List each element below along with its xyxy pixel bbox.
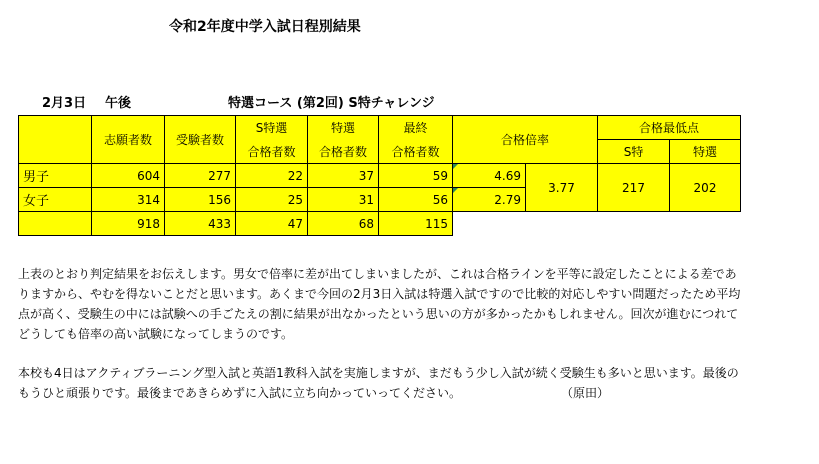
exam-date: 2月3日 bbox=[42, 96, 87, 111]
header-tokusen-bottom: 合格者数 bbox=[308, 140, 379, 164]
ratio-cell: 2.79 bbox=[453, 188, 526, 212]
header-min-tokusen: 特選 bbox=[670, 140, 741, 164]
closing-text: 本校も4日はアクティブラーニング型入試と英語1教科入試を実施しますが、まだもう少し入試が続く受験生も多いと思います。最後のもうひと頑張りです。最後まであきらめずに入試に立ち向かっていってください。 bbox=[18, 366, 739, 400]
result-comment: 上表のとおり判定結果をお伝えします。男女で倍率に差が出てしまいましたが、これは合格ラインを平等に設定したことによる差でありますから、やむを得ないことだと思います。あくまで今回の2月3日入試は特選入試ですので比較的対応しやすい問題だったため平均点が高く、受験生の中には試験への手ごたえの割に結果が出なかったという思いの方が多かったかもしれません。回次が進むにつれてどうしても倍率の高い試験になってしまうのです。 bbox=[18, 267, 741, 341]
closing-message bbox=[18, 363, 748, 403]
header-tokusen-top: 特選 bbox=[308, 116, 379, 140]
row-label bbox=[19, 212, 92, 236]
header-min-s: S特 bbox=[598, 140, 670, 164]
tokusen-cell: 37 bbox=[308, 164, 379, 188]
header-ratio: 合格倍率 bbox=[453, 116, 598, 164]
tokusen-cell: 31 bbox=[308, 188, 379, 212]
header-applicants: 志願者数 bbox=[92, 116, 165, 164]
header-blank bbox=[19, 116, 92, 164]
s-toku-cell: 25 bbox=[236, 188, 308, 212]
final-cell: 56 bbox=[379, 188, 453, 212]
author-name: （原田） bbox=[561, 386, 610, 400]
applicants-cell: 918 bbox=[92, 212, 165, 236]
min-tokusen-cell: 202 bbox=[670, 164, 741, 212]
final-cell: 59 bbox=[379, 164, 453, 188]
exam-time: 午後 bbox=[105, 96, 132, 111]
page-title: 令和2年度中学入試日程別結果 bbox=[169, 19, 361, 35]
overall-ratio-cell: 3.77 bbox=[526, 164, 598, 212]
final-cell: 115 bbox=[379, 212, 453, 236]
header-final-top: 最終 bbox=[379, 116, 453, 140]
table-row bbox=[19, 164, 741, 188]
s-toku-cell: 22 bbox=[236, 164, 308, 188]
tokusen-cell: 68 bbox=[308, 212, 379, 236]
header-s-toku-top: S特選 bbox=[236, 116, 308, 140]
header-final-bottom: 合格者数 bbox=[379, 140, 453, 164]
min-s-cell: 217 bbox=[598, 164, 670, 212]
header-examinees: 受験者数 bbox=[165, 116, 236, 164]
empty-area bbox=[453, 212, 741, 236]
examinees-cell: 156 bbox=[165, 188, 236, 212]
ratio-cell: 4.69 bbox=[453, 164, 526, 188]
header-min-score: 合格最低点 bbox=[598, 116, 741, 140]
applicants-cell: 604 bbox=[92, 164, 165, 188]
row-label: 女子 bbox=[19, 188, 92, 212]
exam-course: 特選コース (第2回) S特チャレンジ bbox=[228, 96, 435, 111]
applicants-cell: 314 bbox=[92, 188, 165, 212]
examinees-cell: 433 bbox=[165, 212, 236, 236]
results-table bbox=[18, 115, 741, 236]
examinees-cell: 277 bbox=[165, 164, 236, 188]
s-toku-cell: 47 bbox=[236, 212, 308, 236]
table-row bbox=[19, 212, 741, 236]
header-s-toku-bottom: 合格者数 bbox=[236, 140, 308, 164]
row-label: 男子 bbox=[19, 164, 92, 188]
